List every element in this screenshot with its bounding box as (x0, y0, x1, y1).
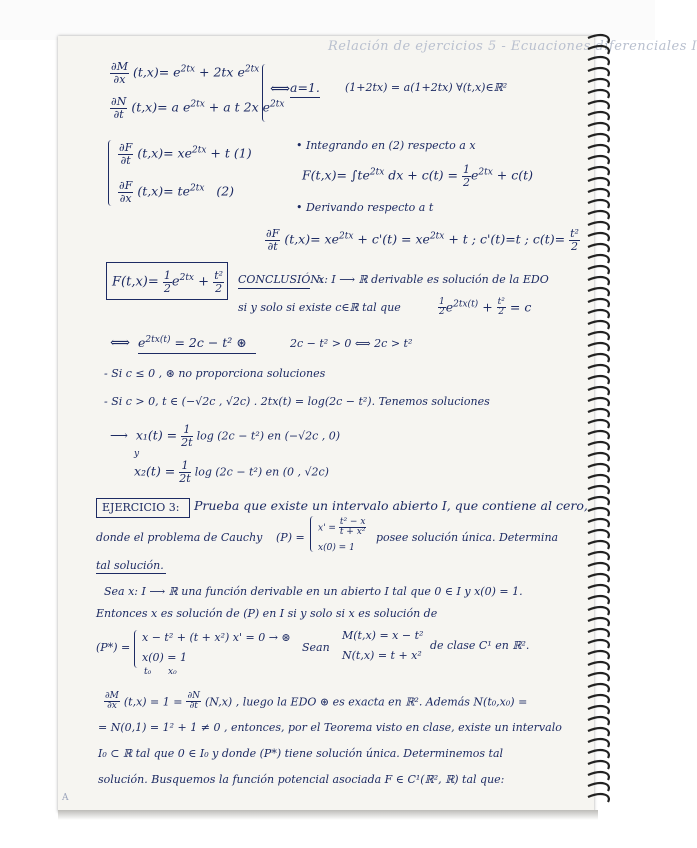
deriv-eq2: + c'(t) = xe (357, 231, 430, 247)
cauchy-ode-lhs: x' = (318, 523, 336, 534)
exercise3-line3-underline (96, 573, 166, 574)
Pstar-t0: t₀ (144, 667, 152, 677)
spiral-coil (588, 486, 609, 494)
right-bracket (262, 64, 269, 122)
notebook-page (58, 36, 697, 812)
spiral-coil (588, 508, 609, 516)
conc-2: 2 (498, 307, 505, 318)
ghost-header-text: Relación de ejercicios 5 - Ecuaciones diferenciales I (328, 39, 697, 54)
spiral-coil (588, 574, 609, 582)
exercise3-para3 (104, 692, 527, 712)
spiral-coil (588, 728, 609, 736)
spiral-coil (588, 244, 609, 252)
spiral-coil (588, 200, 609, 208)
spiral-coil (588, 189, 609, 197)
solution-2 (134, 460, 329, 484)
dN-den: ∂t (113, 107, 124, 121)
spiral-coil (588, 35, 609, 43)
spiral-coil (588, 233, 609, 241)
derivation-note: • Derivando respecto a t (296, 201, 434, 214)
cauchy-brace (310, 516, 317, 552)
deriv-eq: (t,x)= xe (284, 231, 340, 247)
spiral-coil (588, 211, 609, 219)
F-lhs: F(t,x)= (112, 274, 159, 290)
solution-1-den: 2t (181, 435, 193, 449)
solution-1-num: 1 (181, 424, 192, 437)
spiral-coil (588, 288, 609, 296)
spiral-coil (588, 541, 609, 549)
iff-symbol-2: ⟺ (110, 335, 131, 351)
dFdt-exp: 2tx (192, 145, 207, 156)
spiral-coil (588, 134, 609, 142)
spiral-coil (588, 299, 609, 307)
dN-dt-line (110, 96, 284, 120)
spiral-coil (588, 398, 609, 406)
spiral-coil (588, 46, 609, 54)
spiral-coil (588, 607, 609, 615)
spiral-coil (588, 640, 609, 648)
exercise3-para1: Sea x: I ⟶ ℝ una función derivable en un abierto I tal que 0 ∈ I y x(0) = 1. (104, 585, 523, 598)
spiral-coil (588, 90, 609, 98)
spiral-coil (588, 530, 609, 538)
integration-note: • Integrando en (2) respecto a x (296, 139, 476, 152)
cauchy-ode-den: t + x² (339, 527, 366, 538)
conclusion-label: CONCLUSIÓN: (238, 273, 324, 286)
integ-e: e (470, 167, 479, 183)
spiral-coil (588, 178, 609, 186)
integ-eq2: dx + c(t) = (388, 167, 458, 183)
spiral-coil (588, 442, 609, 450)
integ-exp: 2tx (369, 167, 385, 178)
para3-dM-num: ∂M (105, 691, 119, 701)
Pstar-brace (134, 630, 141, 668)
spiral-coil (588, 629, 609, 637)
exercise3-para4: = N(0,1) = 1² + 1 ≠ 0 , entonces, por el Teorema visto en clase, existe un intervalo (98, 721, 562, 734)
dM-den: ∂x (113, 72, 126, 86)
spiral-coil (588, 167, 609, 175)
page-shadow (58, 810, 598, 820)
spiral-coil (588, 343, 609, 351)
a-underline (290, 97, 320, 98)
conc-t2: t² (497, 297, 505, 307)
exercise3-para2: Entonces x es solución de (P) en I si y solo si x es solución de (96, 607, 438, 620)
dN-rhs: (t,x)= a e (131, 99, 191, 115)
solution-1 (110, 424, 340, 448)
spiral-coil (588, 750, 609, 758)
dM-dx-line (110, 61, 259, 85)
spiral-coil (588, 266, 609, 274)
spiral-coil (588, 563, 609, 571)
dFdx-rhs: (t,x)= te (137, 183, 190, 199)
F-half-num: 1 (163, 269, 171, 282)
spiral-coil (588, 783, 609, 791)
Pstar-ode: x − t² + (t + x²) x' = 0 → ⊛ (142, 631, 291, 644)
integ-eq4: + c(t) (496, 167, 533, 183)
spiral-coil (588, 453, 609, 461)
conc-half-num: 1 (439, 297, 445, 307)
exercise3-para6: solución. Busquemos la función potencial asociada F ∈ C¹(ℝ², ℝ) tal que: (98, 773, 505, 786)
para3-middle: (t,x) = 1 = (123, 695, 183, 709)
exercise3-line2a: donde el problema de Cauchy (96, 531, 263, 544)
Pstar-label: (P*) = (96, 641, 131, 654)
sean-label: Sean (302, 641, 330, 654)
and-y: y (134, 449, 140, 459)
spiral-coil (588, 585, 609, 593)
conclusion-text: x: I ⟶ ℝ derivable es solución de la EDO (318, 273, 549, 286)
exp-exp: 2tx(t) (145, 335, 171, 345)
spiral-coil (588, 332, 609, 340)
deriv-num: ∂F (266, 227, 280, 240)
spiral-coil (588, 310, 609, 318)
spiral-coil (588, 145, 609, 153)
spiral-coil (588, 695, 609, 703)
dM-num: ∂M (111, 60, 128, 73)
conclusion-underline (238, 288, 310, 289)
spiral-coil (588, 156, 609, 164)
spiral-coil (588, 376, 609, 384)
spiral-coil (588, 112, 609, 120)
integration-equation (302, 164, 533, 188)
spiral-coil (588, 794, 609, 802)
spiral-coil (588, 717, 609, 725)
conclusion-text2: si y solo si existe c∈ℝ tal que (238, 301, 401, 314)
class-C1: de clase C¹ en ℝ². (430, 639, 530, 652)
dFdx-rhs2: (2) (216, 183, 235, 199)
deriv-exp: 2tx (339, 231, 354, 242)
exercise3-label: EJERCICIO 3: (102, 501, 180, 514)
solution-2-den: 2t (179, 471, 191, 485)
deriv-den: ∂t (267, 239, 278, 253)
spiral-coil (588, 387, 609, 395)
dM-exp1: 2tx (180, 64, 196, 75)
spiral-coil (588, 277, 609, 285)
para3-rest: (N,x) , luego la EDO ⊛ es exacta en ℝ². Además N(t₀,x₀) = (205, 695, 528, 709)
spiral-coil (588, 68, 609, 76)
spiral-coil (588, 662, 609, 670)
dN-exp2: 2tx (270, 99, 285, 110)
para3-dN-num: ∂N (187, 691, 201, 701)
spiral-coil (588, 596, 609, 604)
spiral-coil (588, 255, 609, 263)
F-2: 2 (215, 281, 223, 295)
spiral-coil (588, 409, 609, 417)
spiral-coil (588, 651, 609, 659)
spiral-coil (588, 101, 609, 109)
spiral-coil (588, 57, 609, 65)
integ-half-num: 1 (462, 163, 470, 176)
spiral-coil (588, 497, 609, 505)
conc-e: e (445, 299, 454, 315)
dFdx-exp: 2tx (189, 183, 205, 194)
spiral-coil (588, 475, 609, 483)
Pstar-initial: x(0) = 1 (142, 651, 187, 664)
positivity-condition: 2c − t² > 0 ⟺ 2c > t² (290, 337, 413, 350)
spiral-coil (588, 673, 609, 681)
exp-rhs: = 2c − t² ⊛ (174, 335, 247, 351)
dFdt-rhs: (t,x)= xe (137, 145, 193, 161)
spiral-coil (588, 552, 609, 560)
dN-rhs2: + a t 2x e (208, 99, 271, 115)
background-top (0, 0, 655, 40)
spiral-coil (588, 618, 609, 626)
case-c-le-0: - Si c ≤ 0 , ⊛ no proporciona soluciones (104, 367, 326, 380)
para3-dN-den: ∂t (189, 701, 198, 712)
dM-rhs2: + 2tx e (199, 64, 245, 80)
F-exp: 2tx (179, 273, 195, 284)
exercise3-line3: tal solución. (96, 559, 164, 572)
conc-eq: = c (509, 299, 532, 315)
spiral-coil (588, 761, 609, 769)
solution-1-arrow: ⟶ (110, 427, 128, 443)
iff-symbol: ⟺ (270, 81, 291, 97)
solution-2-rest: log (2c − t²) en (0 , √2c) (194, 465, 329, 479)
dF-dt-eq (118, 142, 252, 166)
exp-equation (138, 336, 247, 350)
dFdx-num: ∂F (119, 179, 133, 192)
dF-dx-eq (118, 180, 234, 204)
identity-equation: (1+2tx) = a(1+2tx) ∀(t,x)∈ℝ² (345, 81, 508, 94)
solution-2-num: 1 (179, 460, 190, 473)
spiral-binding (584, 30, 614, 810)
cauchy-ode (318, 518, 366, 538)
exp-e: e (138, 335, 146, 351)
conclusion-condition (438, 298, 531, 318)
spiral-coil (588, 464, 609, 472)
cauchy-ode-num: t² − x (339, 517, 366, 527)
F-e: e (171, 274, 180, 290)
spiral-coil (588, 684, 609, 692)
exercise3-para5: I₀ ⊂ ℝ tal que 0 ∈ I₀ y donde (P*) tiene solución única. Determinemos tal (98, 747, 504, 760)
deriv-2: 2 (571, 239, 579, 253)
solution-1-rest: log (2c − t²) en (−√2c , 0) (196, 429, 341, 443)
spiral-coil (588, 321, 609, 329)
spiral-coil (588, 431, 609, 439)
dN-exp1: 2tx (190, 99, 205, 110)
dFdt-den: ∂t (120, 153, 131, 167)
exercise3-line1: Prueba que existe un intervalo abierto I, que contiene al cero, (194, 498, 588, 513)
solution-1-lhs: x₁(t) = (135, 427, 178, 443)
deriv-eq3: + t ; c'(t)=t ; c(t)= (448, 231, 566, 247)
solution-2-lhs: x₂(t) = (134, 463, 176, 479)
dN-num: ∂N (111, 95, 127, 108)
spiral-coil (588, 519, 609, 527)
system-brace (108, 140, 115, 206)
spiral-coil (588, 420, 609, 428)
spiral-coil (588, 772, 609, 780)
Pstar-x0: x₀ (168, 667, 177, 677)
exercise3-line2b: posee solución única. Determina (376, 531, 559, 544)
integ-half-den: 2 (462, 175, 470, 189)
cauchy-P-label: (P) = (276, 531, 305, 544)
F-t2: t² (214, 269, 224, 282)
conc-plus: + (482, 299, 493, 315)
dM-rhs: (t,x)= e (132, 64, 181, 80)
spiral-coil (588, 739, 609, 747)
dFdx-den: ∂x (119, 191, 132, 205)
cauchy-initial: x(0) = 1 (318, 543, 355, 553)
dFdt-rhs2: + t (1) (210, 145, 252, 161)
N-definition: N(t,x) = t + x² (342, 649, 422, 662)
spiral-coil (588, 365, 609, 373)
dM-exp2: 2tx (244, 64, 260, 75)
spiral-coil (588, 123, 609, 131)
derivation-equation (265, 228, 580, 252)
M-definition: M(t,x) = x − t² (342, 629, 424, 642)
spiral-coil (588, 706, 609, 714)
page-marker: A (62, 793, 69, 803)
spiral-coil (588, 354, 609, 362)
a-equals-one: a=1. (290, 80, 320, 95)
conc-half-den: 2 (439, 307, 445, 318)
dFdt-num: ∂F (119, 141, 133, 154)
exp-underline (138, 353, 256, 354)
spiral-coil (588, 79, 609, 87)
F-half-den: 2 (163, 281, 171, 295)
F-plus: + (198, 274, 210, 290)
para3-dM-den: ∂x (107, 701, 117, 712)
integ-exp2: 2tx (478, 167, 493, 178)
deriv-exp2: 2tx (429, 231, 445, 242)
deriv-t2: t² (570, 227, 579, 240)
conc-exp: 2tx(t) (453, 299, 479, 310)
spiral-coil (588, 222, 609, 230)
case-c-gt-0: - Si c > 0, t ∈ (−√2c , √2c) . 2tx(t) = log(2c − t²). Tenemos soluciones (104, 395, 490, 408)
potential-function (112, 270, 224, 294)
integ-eq: F(t,x)= ∫te (302, 167, 370, 183)
